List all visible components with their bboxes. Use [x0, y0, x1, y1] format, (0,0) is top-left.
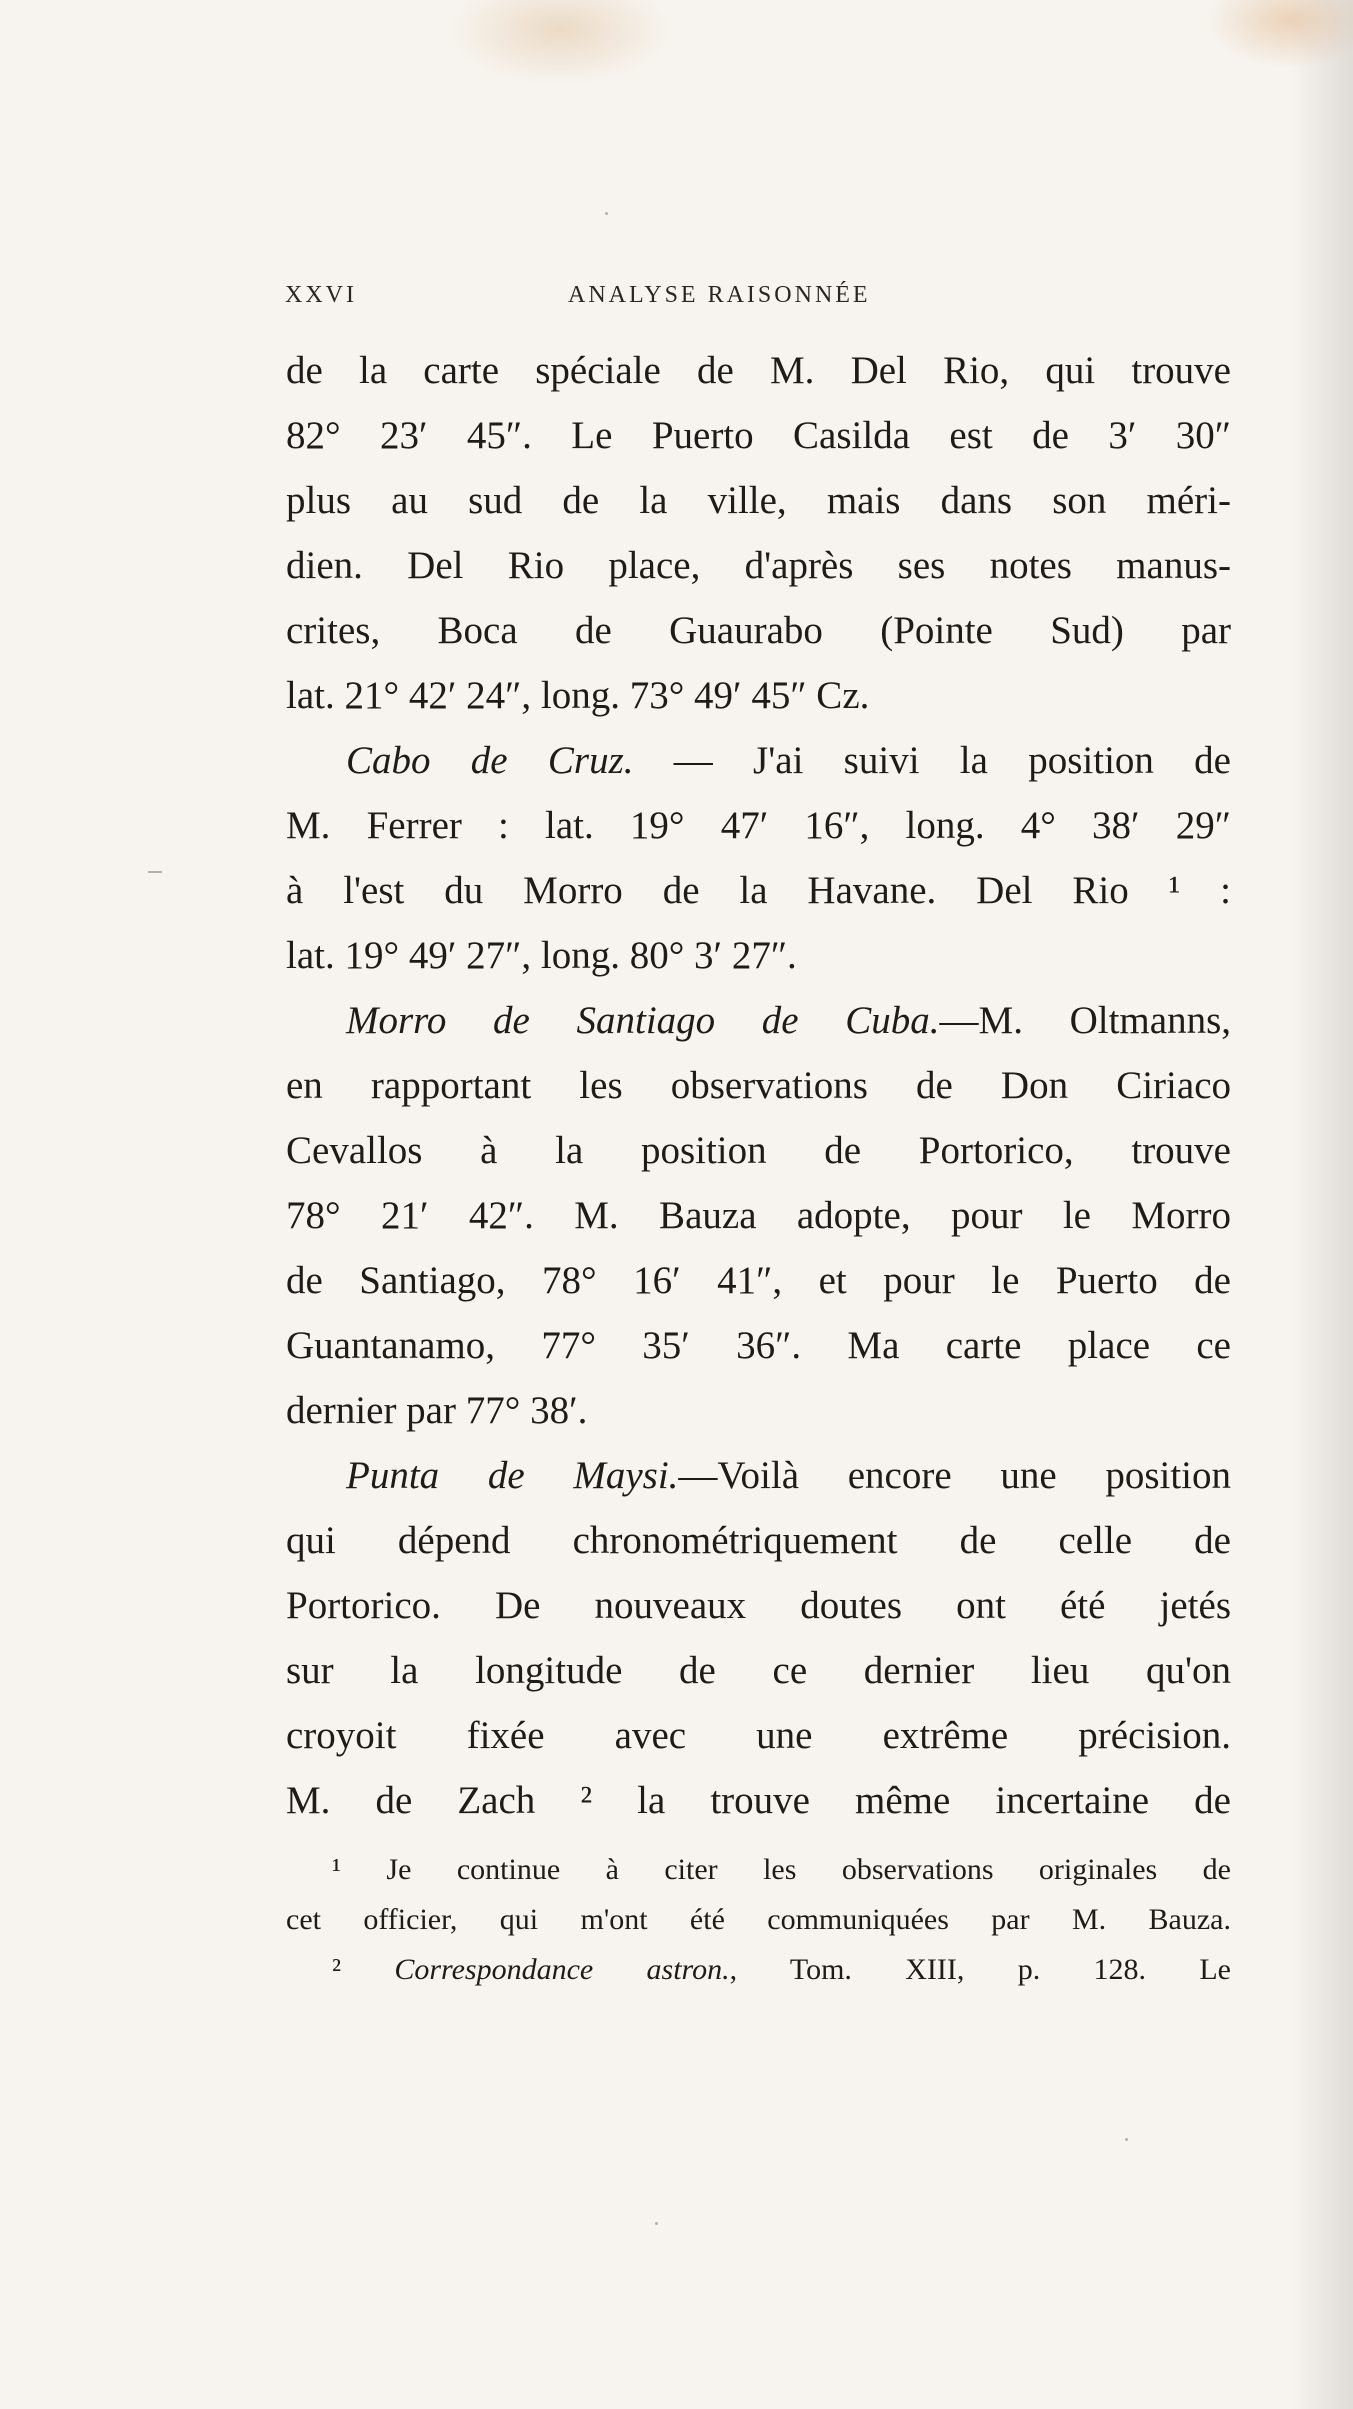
body-text: [286, 338, 1231, 1833]
text-line: en rapportant les observations de Don Ciriaco: [286, 1064, 1231, 1107]
footnote-1: ¹ Je continue à citer les observations originales de: [332, 1853, 1231, 1886]
text-line: M. Ferrer : lat. 19° 47′ 16″, long. 4° 38′ 29″: [286, 804, 1231, 847]
text-line: M. de Zach ² la trouve même incertaine de: [286, 1779, 1231, 1822]
text-line: 78° 21′ 42″. M. Bauza adopte, pour le Morro: [286, 1194, 1231, 1237]
text-line: dernier par 77° 38′.: [286, 1389, 588, 1432]
paper-speck: [655, 2222, 658, 2225]
text-line: lat. 21° 42′ 24″, long. 73° 49′ 45″ Cz.: [286, 674, 870, 717]
text-line-punta-de-maysi: Punta de Maysi.—Voilà encore une position: [346, 1454, 1231, 1497]
text-line: sur la longitude de ce dernier lieu qu'on: [286, 1649, 1231, 1692]
text-line: Portorico. De nouveaux doutes ont été jetés: [286, 1584, 1231, 1627]
text-line: 82° 23′ 45″. Le Puerto Casilda est de 3′ 30″: [286, 414, 1231, 457]
text-line: à l'est du Morro de la Havane. Del Rio ¹ :: [286, 869, 1231, 912]
text-line: plus au sud de la ville, mais dans son méri-: [286, 479, 1231, 522]
place-name-morro-de-santiago: Morro de Santiago de Cuba.: [346, 999, 940, 1042]
text-line: de la carte spéciale de M. Del Rio, qui trouve: [286, 349, 1231, 392]
text-line-morro-de-santiago: Morro de Santiago de Cuba.—M. Oltmanns,: [346, 999, 1231, 1042]
text-line: lat. 19° 49′ 27″, long. 80° 3′ 27″.: [286, 934, 797, 977]
text-line: qui dépend chronométriquement de celle de: [286, 1519, 1231, 1562]
text-line: crites, Boca de Guaurabo (Pointe Sud) par: [286, 609, 1231, 652]
text-line: de Santiago, 78° 16′ 41″, et pour le Puerto de: [286, 1259, 1231, 1302]
text-line: dien. Del Rio place, d'après ses notes manus-: [286, 544, 1231, 587]
place-name-punta-de-maysi: Punta de Maysi.: [346, 1454, 679, 1497]
page-number: XXVI: [285, 282, 357, 308]
text-line: croyoit fixée avec une extrême précision.: [286, 1714, 1231, 1757]
running-title: ANALYSE RAISONNÉE: [568, 282, 871, 308]
text-line-cabo-de-cruz: Cabo de Cruz. — J'ai suivi la position de: [346, 739, 1231, 782]
running-head: [285, 282, 1260, 322]
place-name-cabo-de-cruz: Cabo de Cruz.: [346, 739, 634, 782]
text-line: Cevallos à la position de Portorico, trouve: [286, 1129, 1231, 1172]
footnote-2: ² Correspondance astron., Tom. XIII, p. 128. Le: [332, 1953, 1231, 1986]
footnotes: [286, 1845, 1231, 1995]
paper-speck: [1125, 2138, 1128, 2141]
text-line: Guantanamo, 77° 35′ 36″. Ma carte place ce: [286, 1324, 1231, 1367]
paper-speck: [605, 212, 608, 215]
footnote-1-continued: cet officier, qui m'ont été communiquées par M. Bauza.: [286, 1903, 1231, 1936]
paper-mark: [148, 871, 162, 873]
